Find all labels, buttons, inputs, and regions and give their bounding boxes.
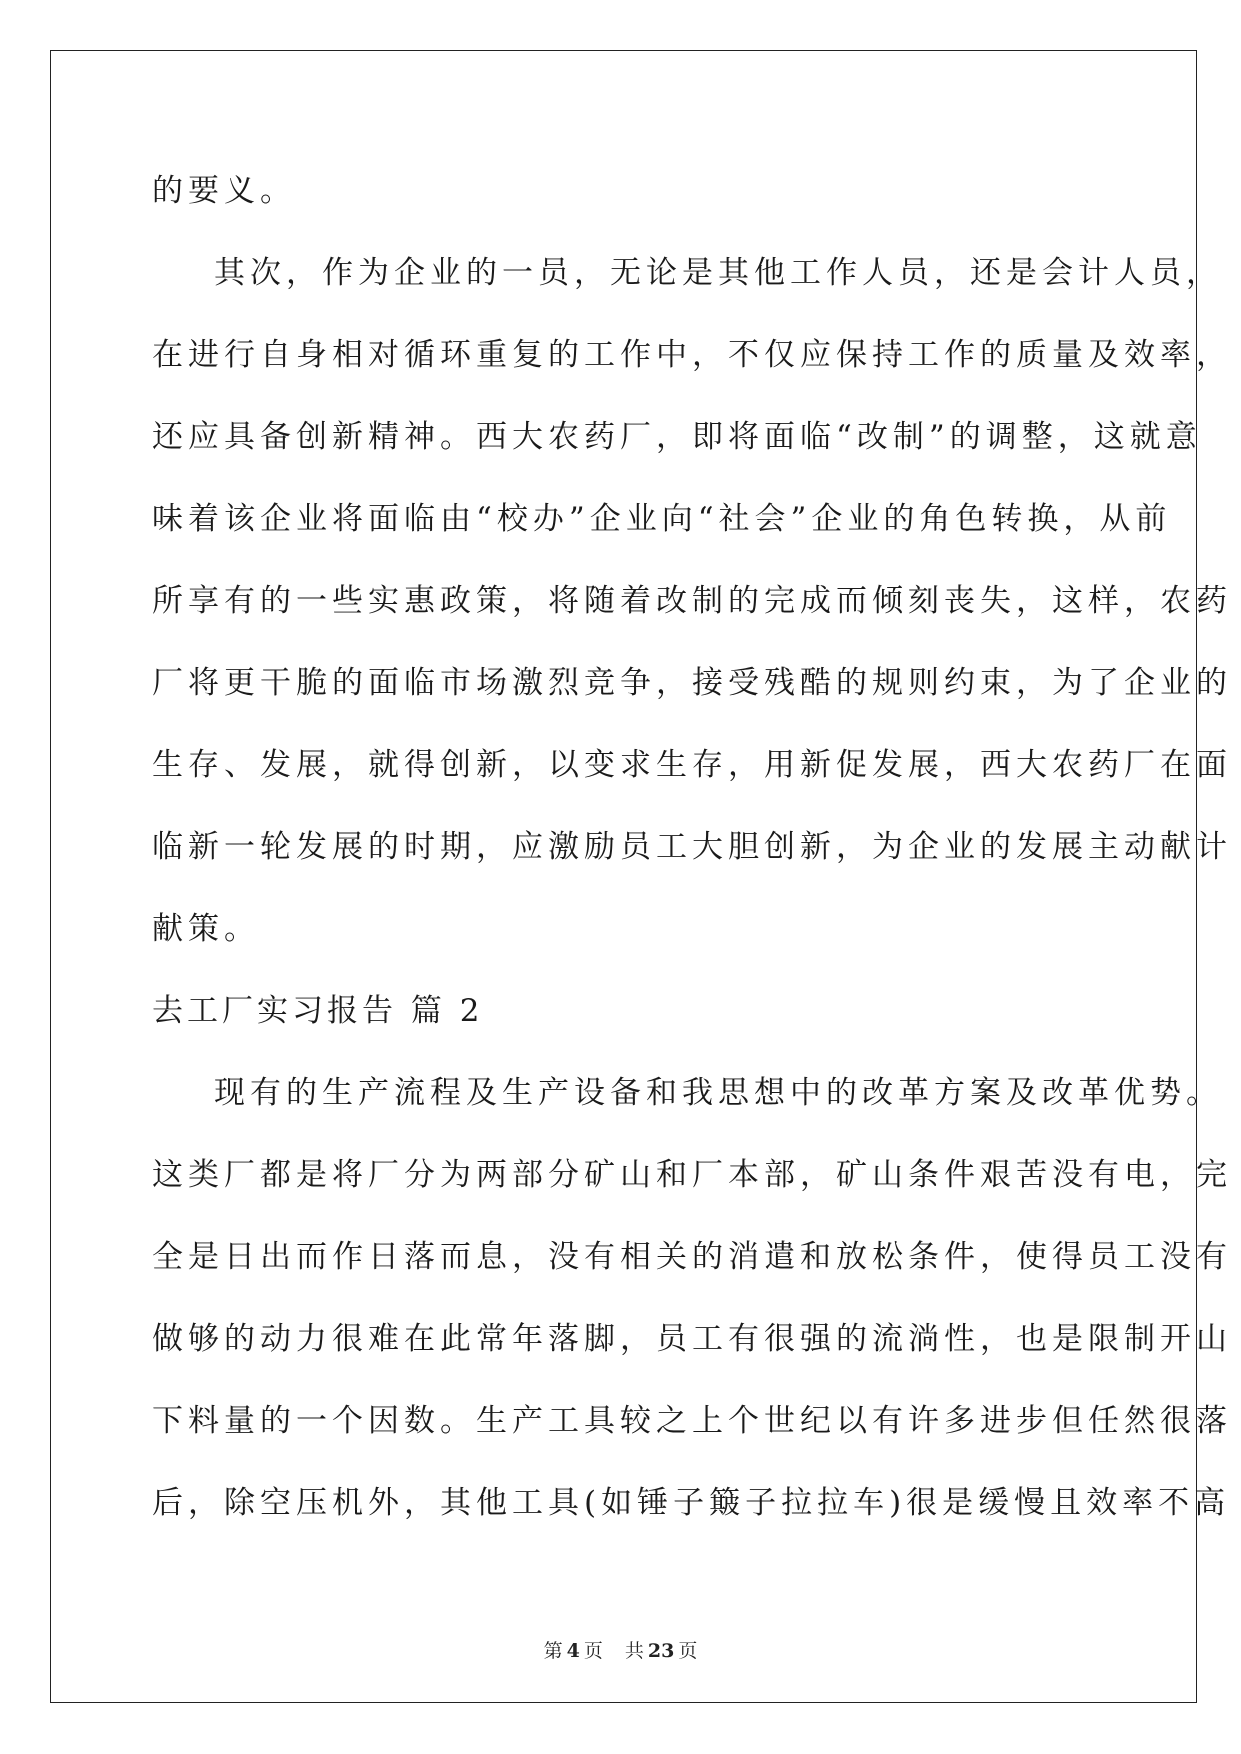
text-line: 全是日出而作日落而息，没有相关的消遣和放松条件，使得员工没有 — [152, 1239, 1232, 1275]
page-number: 4 — [566, 1640, 580, 1662]
text-line: 下料量的一个因数。生产工具较之上个世纪以有许多进步但任然很落 — [152, 1403, 1232, 1439]
total-pages: 23 — [647, 1640, 675, 1662]
text-line: 生存、发展，就得创新，以变求生存，用新促发展，西大农药厂在面 — [152, 747, 1232, 783]
document-body — [152, 160, 1232, 1554]
section-heading: 去工厂实习报告 篇 2 — [152, 993, 484, 1029]
page-prefix: 第 — [543, 1640, 563, 1662]
total-suffix: 页 — [678, 1640, 698, 1662]
text-line: 献策。 — [152, 911, 260, 947]
text-line: 厂将更干脆的面临市场激烈竞争，接受残酷的规则约束，为了企业的 — [152, 665, 1232, 701]
text-line: 还应具备创新精神。西大农药厂，即将面临“改制”的调整，这就意 — [152, 419, 1202, 455]
page-footer — [0, 1636, 1241, 1663]
text-line: 在进行自身相对循环重复的工作中，不仅应保持工作的质量及效率， — [152, 337, 1232, 373]
page-suffix: 页 — [583, 1640, 603, 1662]
total-prefix: 共 — [624, 1640, 644, 1662]
text-line: 所享有的一些实惠政策，将随着改制的完成而倾刻丧失，这样，农药 — [152, 583, 1232, 619]
text-line: 的要义。 — [152, 173, 296, 209]
paragraph-start-line: 其次，作为企业的一员，无论是其他工作人员，还是会计人员， — [214, 255, 1222, 291]
text-line: 这类厂都是将厂分为两部分矿山和厂本部，矿山条件艰苦没有电，完 — [152, 1157, 1232, 1193]
paragraph-start-line: 现有的生产流程及生产设备和我思想中的改革方案及改革优势。 — [214, 1075, 1222, 1111]
text-line: 临新一轮发展的时期，应激励员工大胆创新，为企业的发展主动献计 — [152, 829, 1232, 865]
text-line: 味着该企业将面临由“校办”企业向“社会”企业的角色转换，从前 — [152, 501, 1172, 537]
text-line: 做够的动力很难在此常年落脚，员工有很强的流淌性，也是限制开山 — [152, 1321, 1232, 1357]
text-line: 后，除空压机外，其他工具(如锤子簸子拉拉车)很是缓慢且效率不高 — [152, 1485, 1231, 1521]
